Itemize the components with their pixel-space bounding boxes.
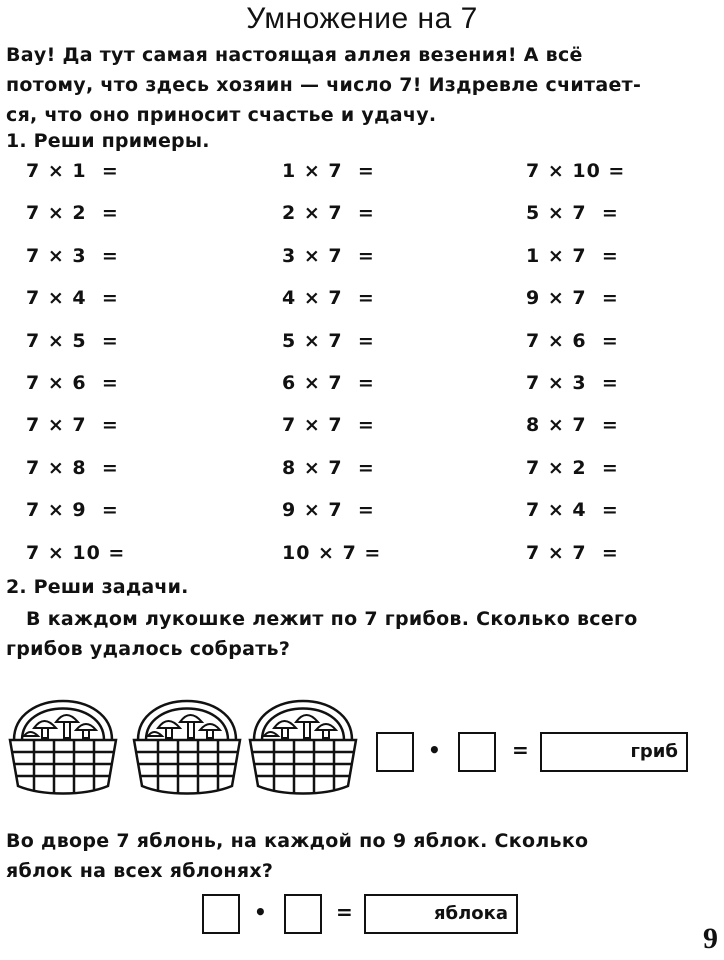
multiply-dot: •	[254, 900, 267, 924]
factor-box-4[interactable]	[284, 894, 322, 934]
exercise-3-4[interactable]: 9 × 7 =	[526, 287, 619, 310]
exercise-1-8[interactable]: 7 × 8 =	[26, 456, 119, 479]
page-number: 9	[703, 922, 718, 955]
exercise-2-9[interactable]: 9 × 7 =	[282, 499, 375, 522]
exercise-1-4[interactable]: 7 × 4 =	[26, 287, 119, 310]
exercise-1-1[interactable]: 7 × 1 =	[26, 160, 119, 182]
exercise-3-7[interactable]: 8 × 7 =	[526, 414, 619, 437]
answer-field-mushrooms[interactable]	[540, 732, 688, 772]
problem1-line: грибов удалось собрать?	[6, 638, 291, 660]
exercise-3-9[interactable]: 7 × 4 =	[526, 499, 619, 522]
exercise-1-7[interactable]: 7 × 7 =	[26, 414, 119, 437]
exercise-2-7[interactable]: 7 × 7 =	[282, 414, 375, 437]
exercise-1-9[interactable]: 7 × 9 =	[26, 499, 119, 522]
basket-icon	[4, 678, 122, 798]
answer-field-apples[interactable]	[364, 894, 518, 934]
exercise-2-3[interactable]: 3 × 7 =	[282, 244, 375, 267]
exercise-1-5[interactable]: 7 × 5 =	[26, 329, 119, 352]
unit-label: гриб	[630, 741, 678, 762]
exercise-1-3[interactable]: 7 × 3 =	[26, 244, 119, 267]
exercise-1-6[interactable]: 7 × 6 =	[26, 372, 119, 394]
exercise-2-10[interactable]: 10 × 7 =	[282, 541, 382, 564]
problem1-line: В каждом лукошке лежит по 7 грибов. Сколько всего	[26, 608, 638, 630]
factor-box-3[interactable]	[202, 894, 240, 934]
basket-icon	[128, 678, 246, 798]
exercise-3-2[interactable]: 5 × 7 =	[526, 202, 619, 225]
factor-box-1[interactable]	[376, 732, 414, 772]
basket-icon	[244, 678, 362, 798]
exercise-3-3[interactable]: 1 × 7 =	[526, 244, 619, 267]
exercise-3-6[interactable]: 7 × 3 =	[526, 372, 619, 394]
page-title: Умножение на 7	[246, 2, 478, 35]
intro-text	[6, 40, 696, 130]
problem2-line: яблок на всех яблонях?	[6, 860, 274, 882]
problem1-text	[6, 604, 696, 664]
exercise-2-5[interactable]: 5 × 7 =	[282, 329, 375, 352]
multiply-dot: •	[428, 738, 441, 762]
equals-sign: =	[512, 738, 529, 762]
problem2-line: Во дворе 7 яблонь, на каждой по 9 яблок. Сколько	[6, 830, 589, 852]
task2-heading: 2. Реши задачи.	[6, 576, 189, 598]
exercise-2-6[interactable]: 6 × 7 =	[282, 372, 375, 394]
exercise-3-8[interactable]: 7 × 2 =	[526, 456, 619, 479]
exercise-2-1[interactable]: 1 × 7 =	[282, 160, 375, 182]
problem2-text	[6, 826, 696, 886]
intro-line: ся, что оно приносит счастье и удачу.	[6, 104, 437, 126]
equals-sign: =	[336, 900, 353, 924]
exercise-2-8[interactable]: 8 × 7 =	[282, 456, 375, 479]
intro-line: Вау! Да тут самая настоящая аллея везения! А всё	[6, 44, 583, 66]
exercise-1-10[interactable]: 7 × 10 =	[26, 541, 126, 564]
intro-line: потому, что здесь хозяин — число 7! Издревле считает-	[6, 74, 642, 96]
task1-heading: 1. Реши примеры.	[6, 130, 210, 152]
exercise-3-5[interactable]: 7 × 6 =	[526, 329, 619, 352]
factor-box-2[interactable]	[458, 732, 496, 772]
exercise-3-1[interactable]: 7 × 10 =	[526, 160, 626, 182]
exercise-2-4[interactable]: 4 × 7 =	[282, 287, 375, 310]
unit-label: яблока	[433, 903, 508, 924]
exercise-1-2[interactable]: 7 × 2 =	[26, 202, 119, 225]
exercise-2-2[interactable]: 2 × 7 =	[282, 202, 375, 225]
exercise-3-10[interactable]: 7 × 7 =	[526, 541, 619, 564]
